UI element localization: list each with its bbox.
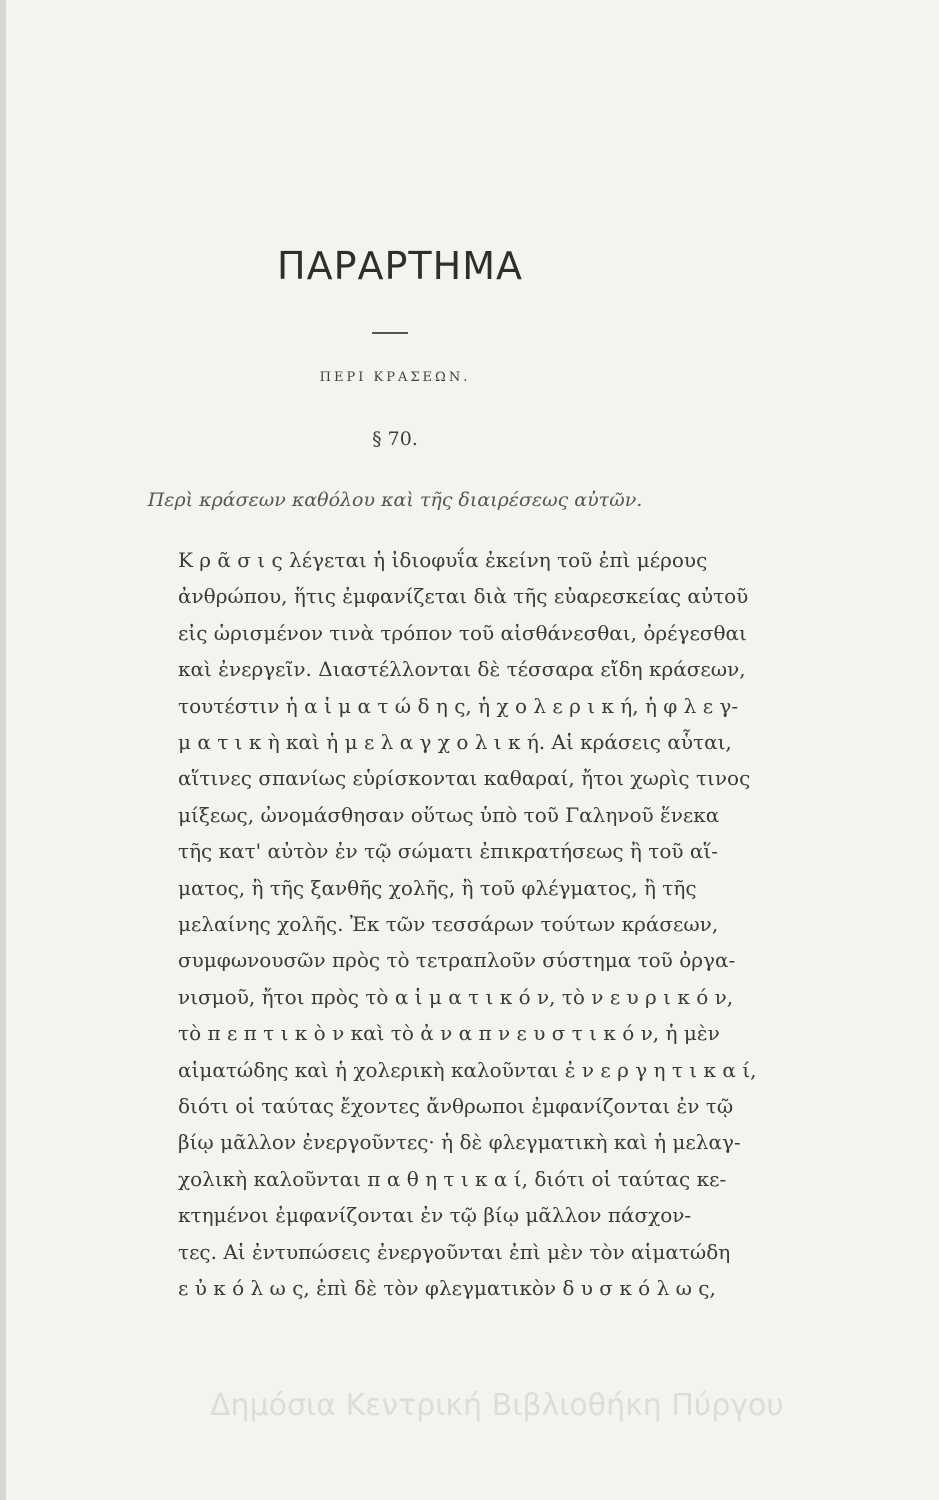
text-line: ματος, ἢ τῆς ξανθῆς χολῆς, ἢ τοῦ φλέγματος, ἢ τῆς bbox=[178, 875, 697, 900]
page-title: ΠΑΡΑΡΤΗΜΑ bbox=[277, 244, 523, 288]
text-line: χολικὴ καλοῦνται π α θ η τ ι κ α ί, διότι οἱ ταύτας κε- bbox=[178, 1166, 727, 1191]
text-line: αἵτινες σπανίως εὑρίσκονται καθαραί, ἤτοι χωρὶς τινος bbox=[178, 766, 751, 791]
text-line: τὸ π ε π τ ι κ ὸ ν καὶ τὸ ἀ ν α π ν ε υ σ τ ι κ ό ν, ἡ μὲν bbox=[178, 1021, 720, 1046]
text-line: νισμοῦ, ἤτοι πρὸς τὸ α ἱ μ α τ ι κ ό ν, τὸ ν ε υ ρ ι κ ό ν, bbox=[178, 984, 734, 1009]
text-line: ἀνθρώπου, ἥτις ἐμφανίζεται διὰ τῆς εὐαρεσκείας αὐτοῦ bbox=[178, 584, 749, 609]
text-line: εἰς ὡρισμένον τινὰ τρόπον τοῦ αἰσθάνεσθαι, ὀρέγεσθαι bbox=[178, 620, 747, 645]
text-line: Κ ρ ᾶ σ ι ς λέγεται ἡ ἰδιοφυΐα ἐκείνη τοῦ ἐπὶ μέρους bbox=[178, 548, 708, 572]
chapter-subtitle: ΠΕΡΙ ΚΡΑΣΕΩΝ. bbox=[319, 370, 471, 385]
text-line: μ α τ ι κ ὴ καὶ ἡ μ ε λ α γ χ ο λ ι κ ή. Αἱ κράσεις αὗται, bbox=[178, 730, 732, 754]
text-line: διότι οἱ ταύτας ἔχοντες ἄνθρωποι ἐμφανίζονται ἐν τῷ bbox=[178, 1094, 734, 1118]
text-line: τες. Αἱ ἐντυπώσεις ἐνεργοῦνται ἐπὶ μὲν τὸν αἱματώδη bbox=[178, 1239, 731, 1264]
text-line: συμφωνουσῶν πρὸς τὸ τετραπλοῦν σύστημα τοῦ ὀργα- bbox=[178, 948, 736, 973]
text-line: βίῳ μᾶλλον ἐνεργοῦντες· ἡ δὲ φλεγματικὴ καὶ ἡ μελαγ- bbox=[178, 1130, 741, 1155]
page-edge bbox=[0, 0, 6, 1500]
title-divider bbox=[372, 332, 408, 334]
text-line: τῆς κατ' αὐτὸν ἐν τῷ σώματι ἐπικρατήσεως ἢ τοῦ αἵ- bbox=[178, 839, 718, 864]
text-line: καὶ ἐνεργεῖν. Διαστέλλονται δὲ τέσσαρα εἴδη κράσεων, bbox=[178, 657, 746, 682]
text-line: αἱματώδης καὶ ἡ χολερικὴ καλοῦνται ἐ ν ε ρ γ η τ ι κ α ί, bbox=[178, 1057, 757, 1082]
text-line: κτημένοι ἐμφανίζονται ἐν τῷ βίῳ μᾶλλον πάσχον- bbox=[178, 1203, 692, 1228]
section-number: § 70. bbox=[372, 428, 418, 450]
section-title: Περὶ κράσεων καθόλου καὶ τῆς διαιρέσεως αὐτῶν. bbox=[147, 489, 643, 511]
text-line: μίξεως, ὠνομάσθησαν οὕτως ὑπὸ τοῦ Γαληνοῦ ἕνεκα bbox=[178, 802, 720, 827]
library-watermark: Δημόσια Κεντρική Βιβλιοθήκη Πύργου bbox=[210, 1388, 784, 1423]
text-line: ε ὐ κ ό λ ω ς, ἐπὶ δὲ τὸν φλεγματικὸν δ υ σ κ ό λ ω ς, bbox=[178, 1276, 716, 1300]
text-line: τουτέστιν ἡ α ἱ μ α τ ώ δ η ς, ἡ χ ο λ ε ρ ι κ ή, ἡ φ λ ε γ- bbox=[178, 693, 739, 718]
text-line: μελαίνης χολῆς. Ἐκ τῶν τεσσάρων τούτων κράσεων, bbox=[178, 912, 719, 936]
